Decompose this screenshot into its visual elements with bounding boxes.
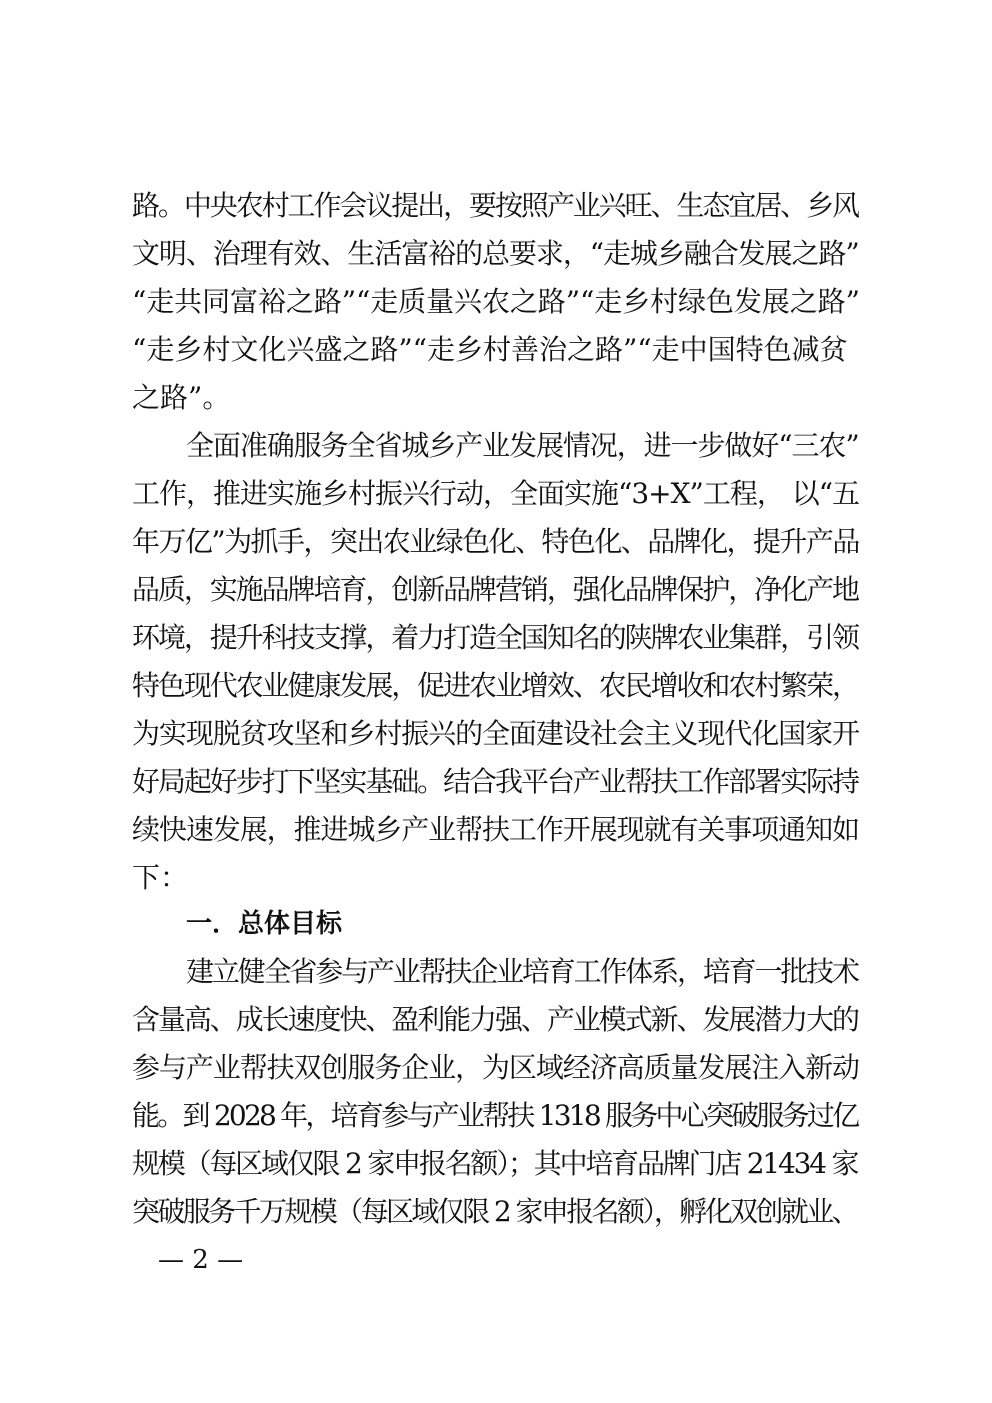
paragraph-3-line: 建立健全省参与产业帮扶企业培育工作体系，培育一批技术 bbox=[186, 955, 858, 988]
paragraph-2-line: 年万亿”为抓手，突出农业绿色化、特色化、品牌化，提升产品 bbox=[132, 525, 859, 558]
paragraph-2-line: 特色现代农业健康发展，促进农业增效、农民增收和农村繁荣， bbox=[132, 669, 858, 702]
paragraph-1-line: 文明、治理有效、生活富裕的总要求，“走城乡融合发展之路” bbox=[132, 237, 859, 270]
paragraph-2-line: 好局起好步打下坚实基础。结合我平台产业帮扶工作部署实际持 bbox=[132, 765, 858, 798]
paragraph-2-line: 下： bbox=[132, 861, 189, 894]
paragraph-2-line: 续快速发展，推进城乡产业帮扶工作开展现就有关事项通知如 bbox=[132, 813, 859, 846]
paragraph-3-line: 规模（每区域仅限 2 家申报名额）；其中培育品牌门店 21434 家 bbox=[132, 1147, 858, 1180]
paragraph-2-line: 环境，提升科技支撑，着力打造全国知名的陕牌农业集群，引领 bbox=[132, 621, 858, 654]
paragraph-1-line: “走共同富裕之路”“走质量兴农之路”“走乡村绿色发展之路” bbox=[132, 285, 860, 318]
paragraph-2-line: 品质，实施品牌培育，创新品牌营销，强化品牌保护，净化产地 bbox=[132, 573, 858, 606]
paragraph-3-line: 突破服务千万规模（每区域仅限 2 家申报名额），孵化双创就业、 bbox=[132, 1195, 858, 1228]
paragraph-3-line: 含量高、成长速度快、盈利能力强、产业模式新、发展潜力大的 bbox=[132, 1003, 858, 1036]
paragraph-1-line: 路。中央农村工作会议提出，要按照产业兴旺、生态宜居、乡风 bbox=[132, 189, 858, 222]
section-heading: 一．总体目标 bbox=[186, 909, 343, 939]
paragraph-2-line: 工作，推进实施乡村振兴行动，全面实施“3+X”工程， 以“五 bbox=[132, 477, 860, 510]
paragraph-1-line: 之路”。 bbox=[132, 381, 231, 414]
page-number: — 2 — bbox=[158, 1245, 244, 1275]
paragraph-2-line: 全面准确服务全省城乡产业发展情况，进一步做好“三农” bbox=[186, 429, 859, 462]
paragraph-2-line: 为实现脱贫攻坚和乡村振兴的全面建设社会主义现代化国家开 bbox=[132, 717, 859, 750]
paragraph-3-line: 参与产业帮扶双创服务企业，为区域经济高质量发展注入新动 bbox=[132, 1051, 859, 1084]
paragraph-1-line: “走乡村文化兴盛之路”“走乡村善治之路”“走中国特色减贫 bbox=[132, 333, 848, 366]
paragraph-3-line: 能。到 2028 年，培育参与产业帮扶 1318 服务中心突破服务过亿 bbox=[132, 1099, 858, 1132]
